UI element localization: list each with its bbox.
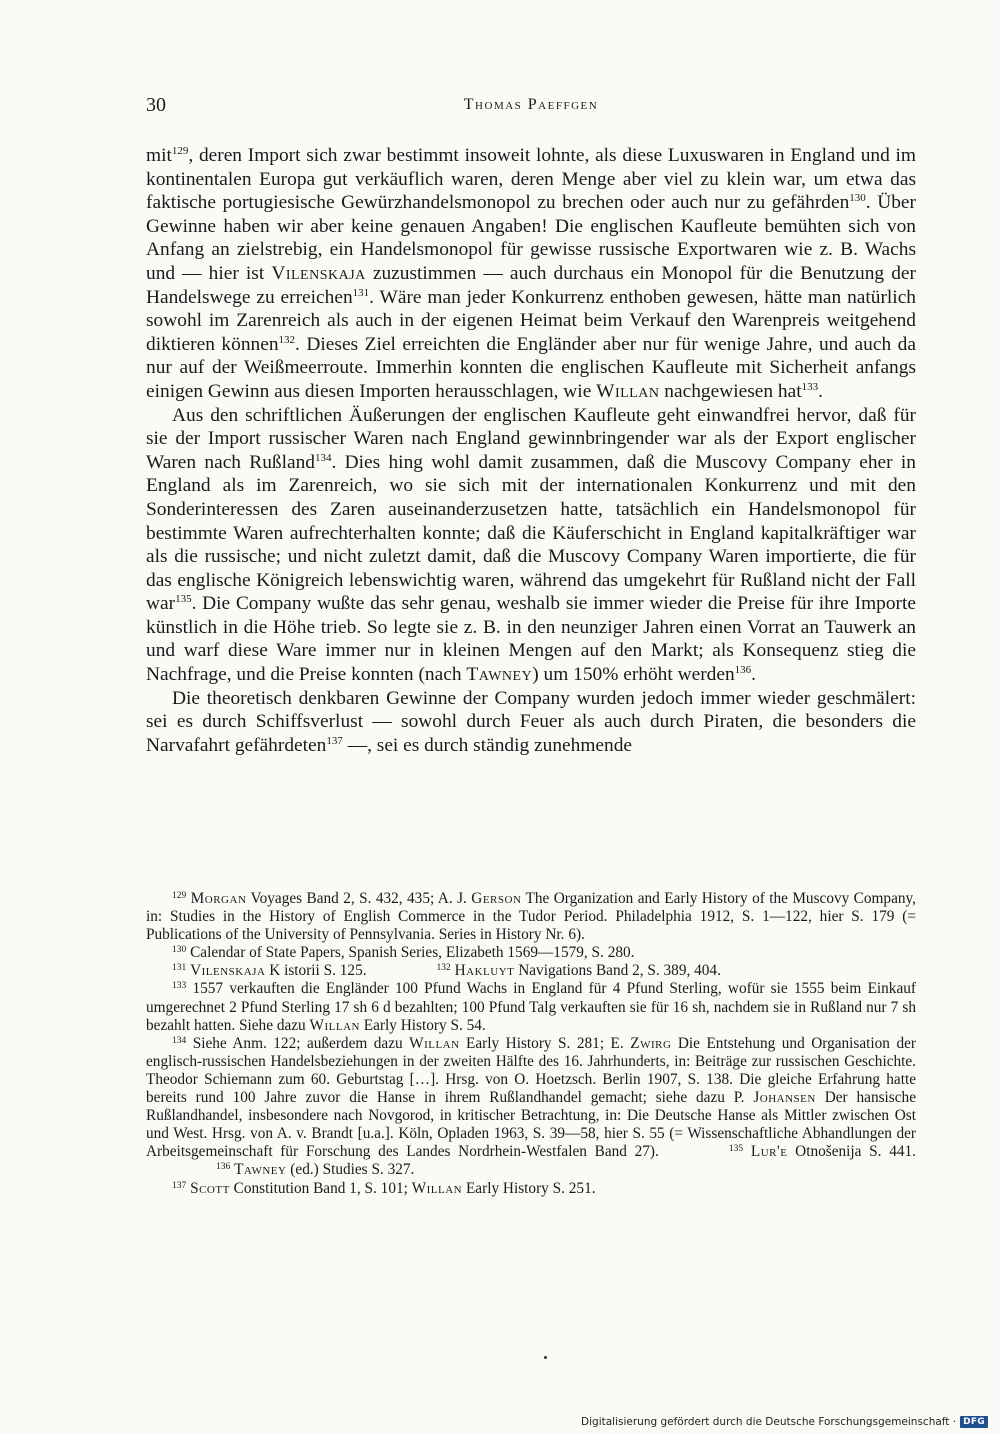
- author-name: Willan: [409, 1034, 460, 1052]
- paragraph-3: Die theoretisch denkbaren Gewinne der Company wurden jedoch immer wieder geschmälert: sei es durch Schiffsverlust — sowohl durch Feuer als auch durch Piraten, die besonders die Narvafahrt gefährdeten$^{137}$ —, sei es durch ständig zunehmende: [146, 687, 916, 756]
- running-head: Thomas Paeffgen: [463, 96, 599, 113]
- author-name: Vilenskaja: [271, 262, 366, 284]
- footnote-133: $^{133}$ 1557 verkauften die Engländer 100 Pfund Wachs in England für 4 Pfund Sterling, wofür sie 1555 beim Einkauf umgerechnet 2 Pfund Sterling 17 sh 6 d bezahlten; 100 Pfund Talg verkauften sie für 16 sh, nachdem sie in Rußland nur 7 sh bezahlt hatten. Siehe dazu Willan Early History S. 54.: [146, 980, 916, 1034]
- footnote-number: 134: [172, 1035, 187, 1046]
- footnote-ref-134[interactable]: 134: [315, 451, 332, 464]
- footnote-number: 131: [172, 963, 187, 974]
- main-text: [146, 144, 916, 757]
- footnote-ref-129[interactable]: 129: [171, 145, 189, 157]
- author-name: Hakluyt: [454, 962, 515, 980]
- footnote-ref-130[interactable]: 130: [849, 192, 866, 205]
- footnote-131-132: $^{131}$ Vilenskaja K istorii S. 125. $^{132}$ Hakluyt Navigations Band 2, S. 389, 404.: [172, 962, 721, 980]
- footnote-129: $^{129}$ Morgan Voyages Band 2, S. 432, 435; A. J. Gerson The Organization and Early History of the Muscovy Company, in: Studies in the History of English Commerce in the Tudor Period. Philadelphia 1912, S. 1—122, hier S. 179 (= Publications of the University of Pennsylvania. Series in History Nr. 6).: [146, 890, 916, 944]
- footnote-ref-135[interactable]: 135: [175, 593, 192, 606]
- footnote-ref-131[interactable]: 131: [352, 286, 370, 299]
- footnote-ref-137[interactable]: 137: [326, 734, 343, 747]
- scan-speck: [544, 1356, 547, 1359]
- footnote-134-136: $^{134}$ Siehe Anm. 122; außerdem dazu Willan Early History S. 281; E. Zwirg Die Entstehung und Organisation der englisch-russischen Handelsbeziehungen in der zweiten Hälfte des 16. Jahrhunderts, in: Beiträge zur russischen Geschichte. Theodor Schiemann zum 60. Geburtstag […]. Hrsg. von O. Hoetzsch. Berlin 1907, S. 138. Die gleiche Erfahrung hatte bereits rund 100 Jahre zuvor die Hanse in ihrem Rußlandhandel gemacht; siehe dazu P. Johansen Der hansische Rußlandhandel, insbesondere nach Novgorod, in kritischer Betrachtung, in: Die Deutsche Hanse als Mittler zwischen Ost und West. Hrsg. von A. v. Brandt [u.a.]. Köln, Opladen 1963, S. 39—58, hier S. 55 (= Wissenschaftliche Abhandlungen der Arbeitsgemeinschaft für Forschung des Landes Nordrhein-Westfalen Band 27). $^{135}$ Lur'e Otnošenija S. 441.$^{136}$ Tawney (ed.) Studies S. 327.: [146, 1034, 916, 1179]
- author-name: Gerson: [471, 890, 522, 907]
- footnote-number: 137: [172, 1180, 187, 1191]
- author-name: Zwirg: [630, 1034, 672, 1052]
- footnote-130: $^{130}$ Calendar of State Papers, Spanish Series, Elizabeth 1569—1579, S. 280.: [172, 944, 635, 962]
- digitization-credit: [581, 1414, 988, 1430]
- page-number: 30: [146, 94, 166, 116]
- page-header: [146, 94, 916, 124]
- author-name: Scott: [190, 1179, 230, 1197]
- credit-text: Digitalisierung gefördert durch die Deutsche Forschungsgemeinschaft ·: [581, 1416, 957, 1428]
- author-name: Willan: [596, 380, 660, 402]
- author-name: Willan: [411, 1179, 463, 1197]
- paragraph-2: Aus den schriftlichen Äußerungen der englischen Kaufleute geht einwandfrei hervor, daß für sie der Import russischer Waren nach England gewinnbringender war als der Export englischer Waren nach Rußland$^{134}$. Dies hing wohl damit zusammen, daß die Muscovy Company eher in England als im Zarenreich, wo sie sich mit der internationalen Konkurrenz und mit den Sonderinteressen des Zaren auseinanderzusetzen hatte, tatsächlich ein Handelsmonopol für bestimmte Waren aufrechterhalten konnte; daß die Käuferschicht in England kapitalkräftiger war als die russische; und nicht zuletzt damit, daß die Muscovy Company Waren importierte, die für das englische Königreich lebenswichtig waren, während das umgekehrt für Rußland nicht der Fall war$^{135}$. Die Company wußte das sehr genau, weshalb sie immer wieder die Preise für ihre Importe künstlich in die Höhe trieb. So legte sie z. B. in den neunziger Jahren einen Vorrat an Tauwerk an und warf diese Ware immer nur in kleinen Mengen auf den Markt; als Konsequenz stieg die Nachfrage, und die Preise konnten (nach Tawney) um 150% erhöht werden$^{136}$.: [146, 404, 916, 686]
- footnote-ref-136[interactable]: 136: [734, 664, 752, 677]
- footnote-number: 130: [172, 945, 187, 956]
- author-name: Tawney: [466, 664, 533, 686]
- footnote-number: 135: [728, 1144, 744, 1155]
- author-name: Lur'e: [750, 1143, 788, 1161]
- footnote-number: 129: [172, 891, 187, 901]
- author-name: Johansen: [753, 1089, 816, 1107]
- footnote-number: 136: [216, 1162, 231, 1173]
- author-name: Tawney: [234, 1161, 287, 1179]
- footnote-number: 132: [436, 963, 451, 974]
- author-name: Morgan: [190, 890, 247, 907]
- paragraph-1: mit$^{129}$, deren Import sich zwar bestimmt insoweit lohnte, als diese Luxuswaren in England und im kontinentalen Europa gut verkäuflich waren, deren Menge aber viel zu klein war, um etwa das faktische portugiesische Gewürzhandelsmonopol zu brechen oder auch nur zu gefährden$^{130}$. Über Gewinne haben wir aber keine genauen Angaben! Die englischen Kaufleute bemühten sich von Anfang an zielstrebig, ein Handelsmonopol für gewisse russische Exportwaren wie z. B. Wachs und — hier ist Vilenskaja zuzustimmen — auch durchaus ein Monopol für die Benutzung der Handelswege zu erreichen$^{131}$. Wäre man jeder Konkurrenz enthoben gewesen, hätte man natürlich sowohl im Zarenreich als auch in der eigenen Heimat beim Verkauf den Warenpreis weitgehend diktieren können$^{132}$. Dieses Ziel erreichten die Engländer aber nur für wenige Jahre, und auch da nur auf der Weißmeerroute. Immerhin konnten die englischen Kaufleute mit Sicherheit anfangs einigen Gewinn aus diesen Importen herausschlagen, wie Willan nachgewiesen hat$^{133}$.: [146, 145, 917, 402]
- footnotes: [146, 890, 916, 1198]
- dfg-logo-icon: DFG: [960, 1416, 988, 1428]
- footnote-137: $^{137}$ Scott Constitution Band 1, S. 101; Willan Early History S. 251.: [172, 1179, 596, 1197]
- footnote-ref-132[interactable]: 132: [278, 333, 296, 346]
- author-name: Willan: [309, 1016, 360, 1034]
- author-name: Vilenskaja: [190, 962, 266, 980]
- footnote-number: 133: [172, 981, 187, 992]
- footnote-ref-133[interactable]: 133: [801, 380, 819, 393]
